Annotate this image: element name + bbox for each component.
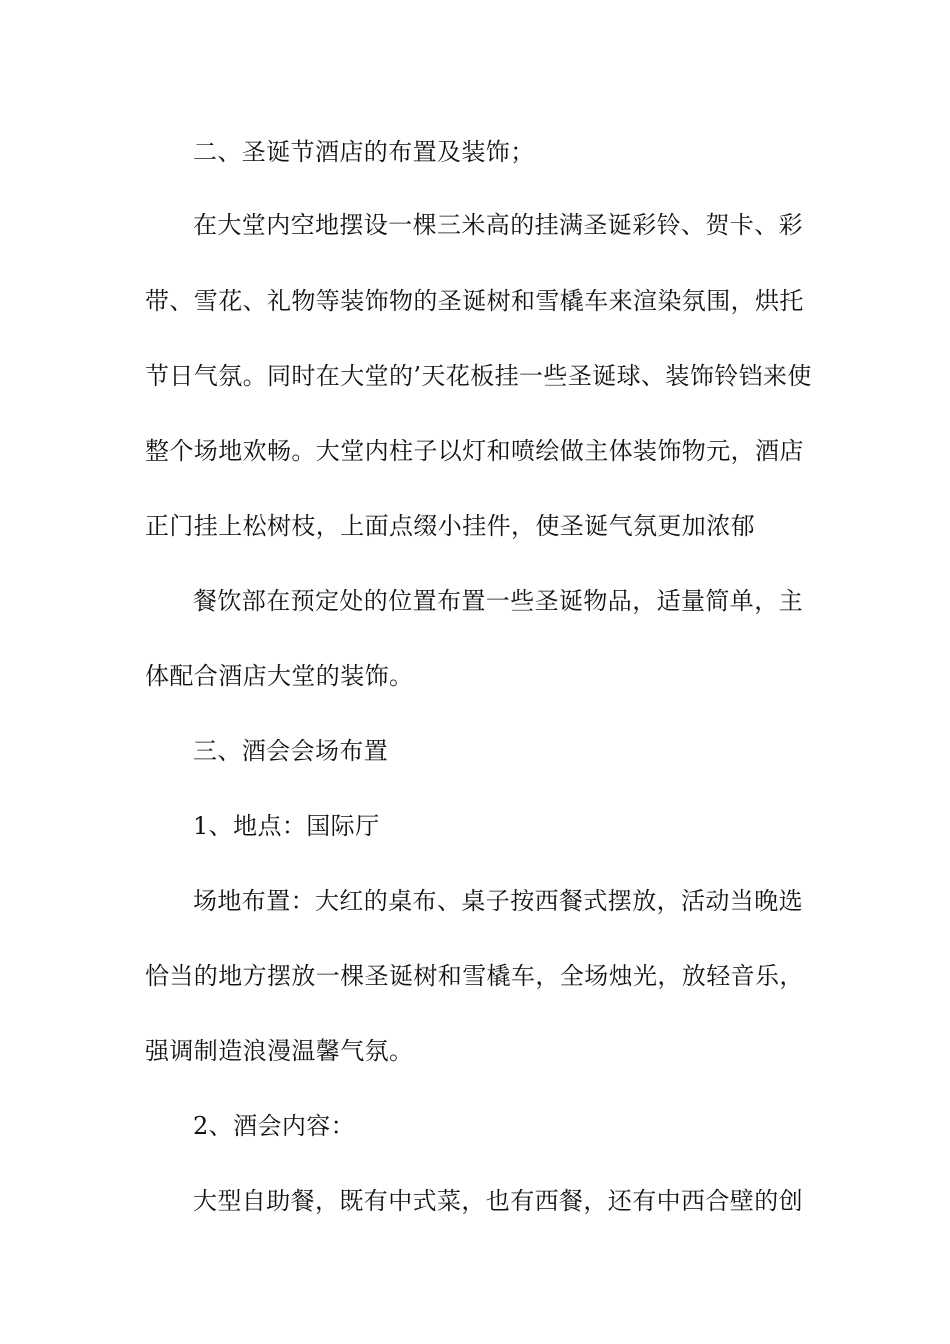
paragraph-line: 大型自助餐，既有中式菜，也有西餐，还有中西合壁的创 <box>193 1187 803 1215</box>
section-heading-venue: 三、酒会会场布置 <box>193 737 389 765</box>
paragraph-line: 正门挂上松树枝，上面点缀小挂件，使圣诞气氛更加浓郁 <box>145 512 755 540</box>
subheading-location: 1、地点：国际厅 <box>193 812 380 840</box>
paragraph-line: 带、雪花、礼物等装饰物的圣诞树和雪橇车来渲染氛围，烘托 <box>145 287 804 315</box>
paragraph-line: 场地布置：大红的桌布、桌子按西餐式摆放，活动当晚选 <box>193 887 803 915</box>
paragraph-line: 强调制造浪漫温馨气氛。 <box>145 1037 414 1065</box>
paragraph-line: 恰当的地方摆放一棵圣诞树和雪橇车，全场烛光，放轻音乐， <box>145 962 804 990</box>
section-heading-decoration: 二、圣诞节酒店的布置及装饰； <box>193 138 535 166</box>
paragraph-line: 节日气氛。同时在大堂的’天花板挂一些圣诞球、装饰铃铛来使 <box>145 362 812 390</box>
subheading-content: 2、酒会内容： <box>193 1112 356 1140</box>
paragraph-line: 在大堂内空地摆设一棵三米高的挂满圣诞彩铃、贺卡、彩 <box>193 211 803 239</box>
paragraph-line: 整个场地欢畅。大堂内柱子以灯和喷绘做主体装饰物元，酒店 <box>145 437 804 465</box>
paragraph-line: 餐饮部在预定处的位置布置一些圣诞物品，适量简单，主 <box>193 587 803 615</box>
paragraph-line: 体配合酒店大堂的装饰。 <box>145 662 414 690</box>
